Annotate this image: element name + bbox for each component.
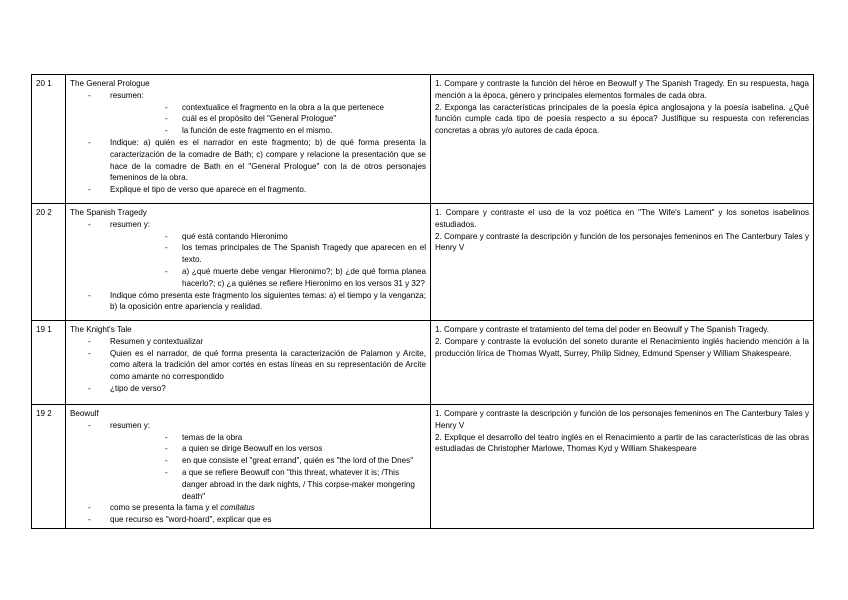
table-row	[32, 75, 814, 204]
subtask-item: - en que consiste el "great errand", quién es "the lord of the Dnes"	[141, 455, 426, 467]
exam-code: 19 1	[32, 321, 66, 405]
essay-question: 2. Explique el desarrollo del teatro inglés en el Renacimiento a partir de las características de las obras estudiadas de Christopher Marlowe, Thomas Kyd y William Shakespeare	[435, 432, 809, 454]
task-item: - Explique el tipo de verso que aparece en el fragmento.	[110, 184, 426, 196]
exam-table	[31, 74, 814, 529]
task-item: - resumen: - contextualice el fragmento en la obra a la que pertenece - cuál es el propósito del "General Prologue" - la función de este fragmento en el mismo.	[110, 90, 426, 137]
work-title: The General Prologue	[70, 79, 150, 88]
task-list	[70, 336, 426, 395]
task-list	[70, 90, 426, 196]
subtask-item: - a quien se dirige Beowulf en los versos	[141, 443, 426, 455]
task-item: - Resumen y contextualizar	[110, 336, 426, 348]
exam-code: 20 1	[32, 75, 66, 204]
table-row	[32, 204, 814, 321]
task-item: - Indique: a) quién es el narrador en este fragmento; b) de qué forma presenta la caracterización de la comadre de Bath; c) compare y relacione la presentación que se hace de la comadre de Bath en el "General Prologue" con la de otros personajes femeninos de la obra.	[110, 137, 426, 184]
task-item: - resumen y: - temas de la obra - a quien se dirige Beowulf en los versos - en que consiste el "great errand", quién es "the lord of the Dnes" - a que se refiere Beowulf con "this threat, whatever it is; /This danger abroad in the dark nights, / This corpse-maker mongering death"	[110, 420, 426, 503]
table-row	[32, 321, 814, 405]
subtask-item: - los temas principales de The Spanish Tragedy que aparecen en el texto.	[141, 242, 426, 266]
essay-questions-cell	[431, 75, 814, 204]
essay-questions-cell	[431, 204, 814, 321]
subtask-item: - a que se refiere Beowulf con "this threat, whatever it is; /This danger abroad in the dark nights, / This corpse-maker mongering death"	[141, 467, 426, 502]
subtask-item: - contextualice el fragmento en la obra a la que pertenece	[141, 102, 426, 114]
subtask-item: - la función de este fragmento en el mismo.	[141, 125, 426, 137]
essay-questions-cell	[431, 321, 814, 405]
work-title: Beowulf	[70, 409, 99, 418]
text-commentary-cell	[66, 321, 431, 405]
essay-question: 1. Compare y contraste la función del héroe en Beowulf y The Spanish Tragedy. En su respuesta, haga mención a la época, género y principales elementos formales de cada obra.	[435, 79, 809, 100]
subtask-list	[110, 102, 426, 137]
task-item: - resumen y: - qué está contando Hieronimo - los temas principales de The Spanish Tragedy que aparecen en el texto. - a) ¿qué muerte debe vengar Hieronimo?; b) ¿de qué forma planea hacerlo?; c) ¿a quiénes se refiere Hieronimo en los versos 31 y 32?	[110, 219, 426, 290]
work-title: The Spanish Tragedy	[70, 208, 147, 217]
essay-question: 2. Compare y contraste la descripción y función de los personajes femeninos en The Canterbury Tales y Henry V	[435, 231, 809, 253]
essay-question: 2. Exponga las características principales de la poesía épica anglosajona y la poesía isabelina. ¿Qué función cumple cada tipo de poesía respecto a su época? Justifique su respuesta con referencias concretas a obras y/o autores de cada época.	[435, 102, 809, 136]
task-item: - Quien es el narrador, de qué forma presenta la caracterización de Palamon y Arcite, como altera la tradición del amor cortés en estas líneas en su representación de Arcite como amante no correspondido	[110, 348, 426, 383]
exam-code: 20 2	[32, 204, 66, 321]
subtask-item: - qué está contando Hieronimo	[141, 231, 426, 243]
essay-question: 2. Compare y contraste la evolución del soneto durante el Renacimiento inglés haciendo mención a la producción lírica de Thomas Wyatt, Surrey, Philip Sidney, Edmund Spenser y William Shakespeare.	[435, 336, 809, 358]
task-item: - ¿tipo de verso?	[110, 383, 426, 395]
essay-question: 1. Compare y contraste la descripción y función de los personajes femeninos en The Canterbury Tales y Henry V	[435, 409, 809, 430]
task-list	[70, 420, 426, 526]
text-commentary-cell	[66, 405, 431, 529]
subtask-list	[110, 231, 426, 290]
table-row	[32, 405, 814, 529]
task-list	[70, 219, 426, 313]
essay-question: 1. Compare y contraste el uso de la voz poética en "The Wife's Lament" y los sonetos isabelinos estudiados.	[435, 208, 809, 229]
essay-question: 1. Compare y contraste el tratamiento del tema del poder en Beowulf y The Spanish Tragedy.	[435, 325, 769, 334]
subtask-item: - cuál es el propósito del "General Prologue"	[141, 113, 426, 125]
subtask-item: - a) ¿qué muerte debe vengar Hieronimo?; b) ¿de qué forma planea hacerlo?; c) ¿a quiénes se refiere Hieronimo en los versos 31 y 32?	[141, 266, 426, 290]
essay-questions-cell	[431, 405, 814, 529]
text-commentary-cell	[66, 75, 431, 204]
text-commentary-cell	[66, 204, 431, 321]
task-item: - como se presenta la fama y el comitatus	[110, 502, 426, 514]
task-item: - Indique cómo presenta este fragmento los siguientes temas: a) el tiempo y la venganza; b) la oposición entre apariencia y realidad.	[110, 290, 426, 314]
exam-code: 19 2	[32, 405, 66, 529]
task-item: - que recurso es "word-hoard", explicar que es	[110, 514, 426, 526]
subtask-item: - temas de la obra	[141, 432, 426, 444]
subtask-list	[110, 432, 426, 503]
work-title: The Knight's Tale	[70, 325, 132, 334]
